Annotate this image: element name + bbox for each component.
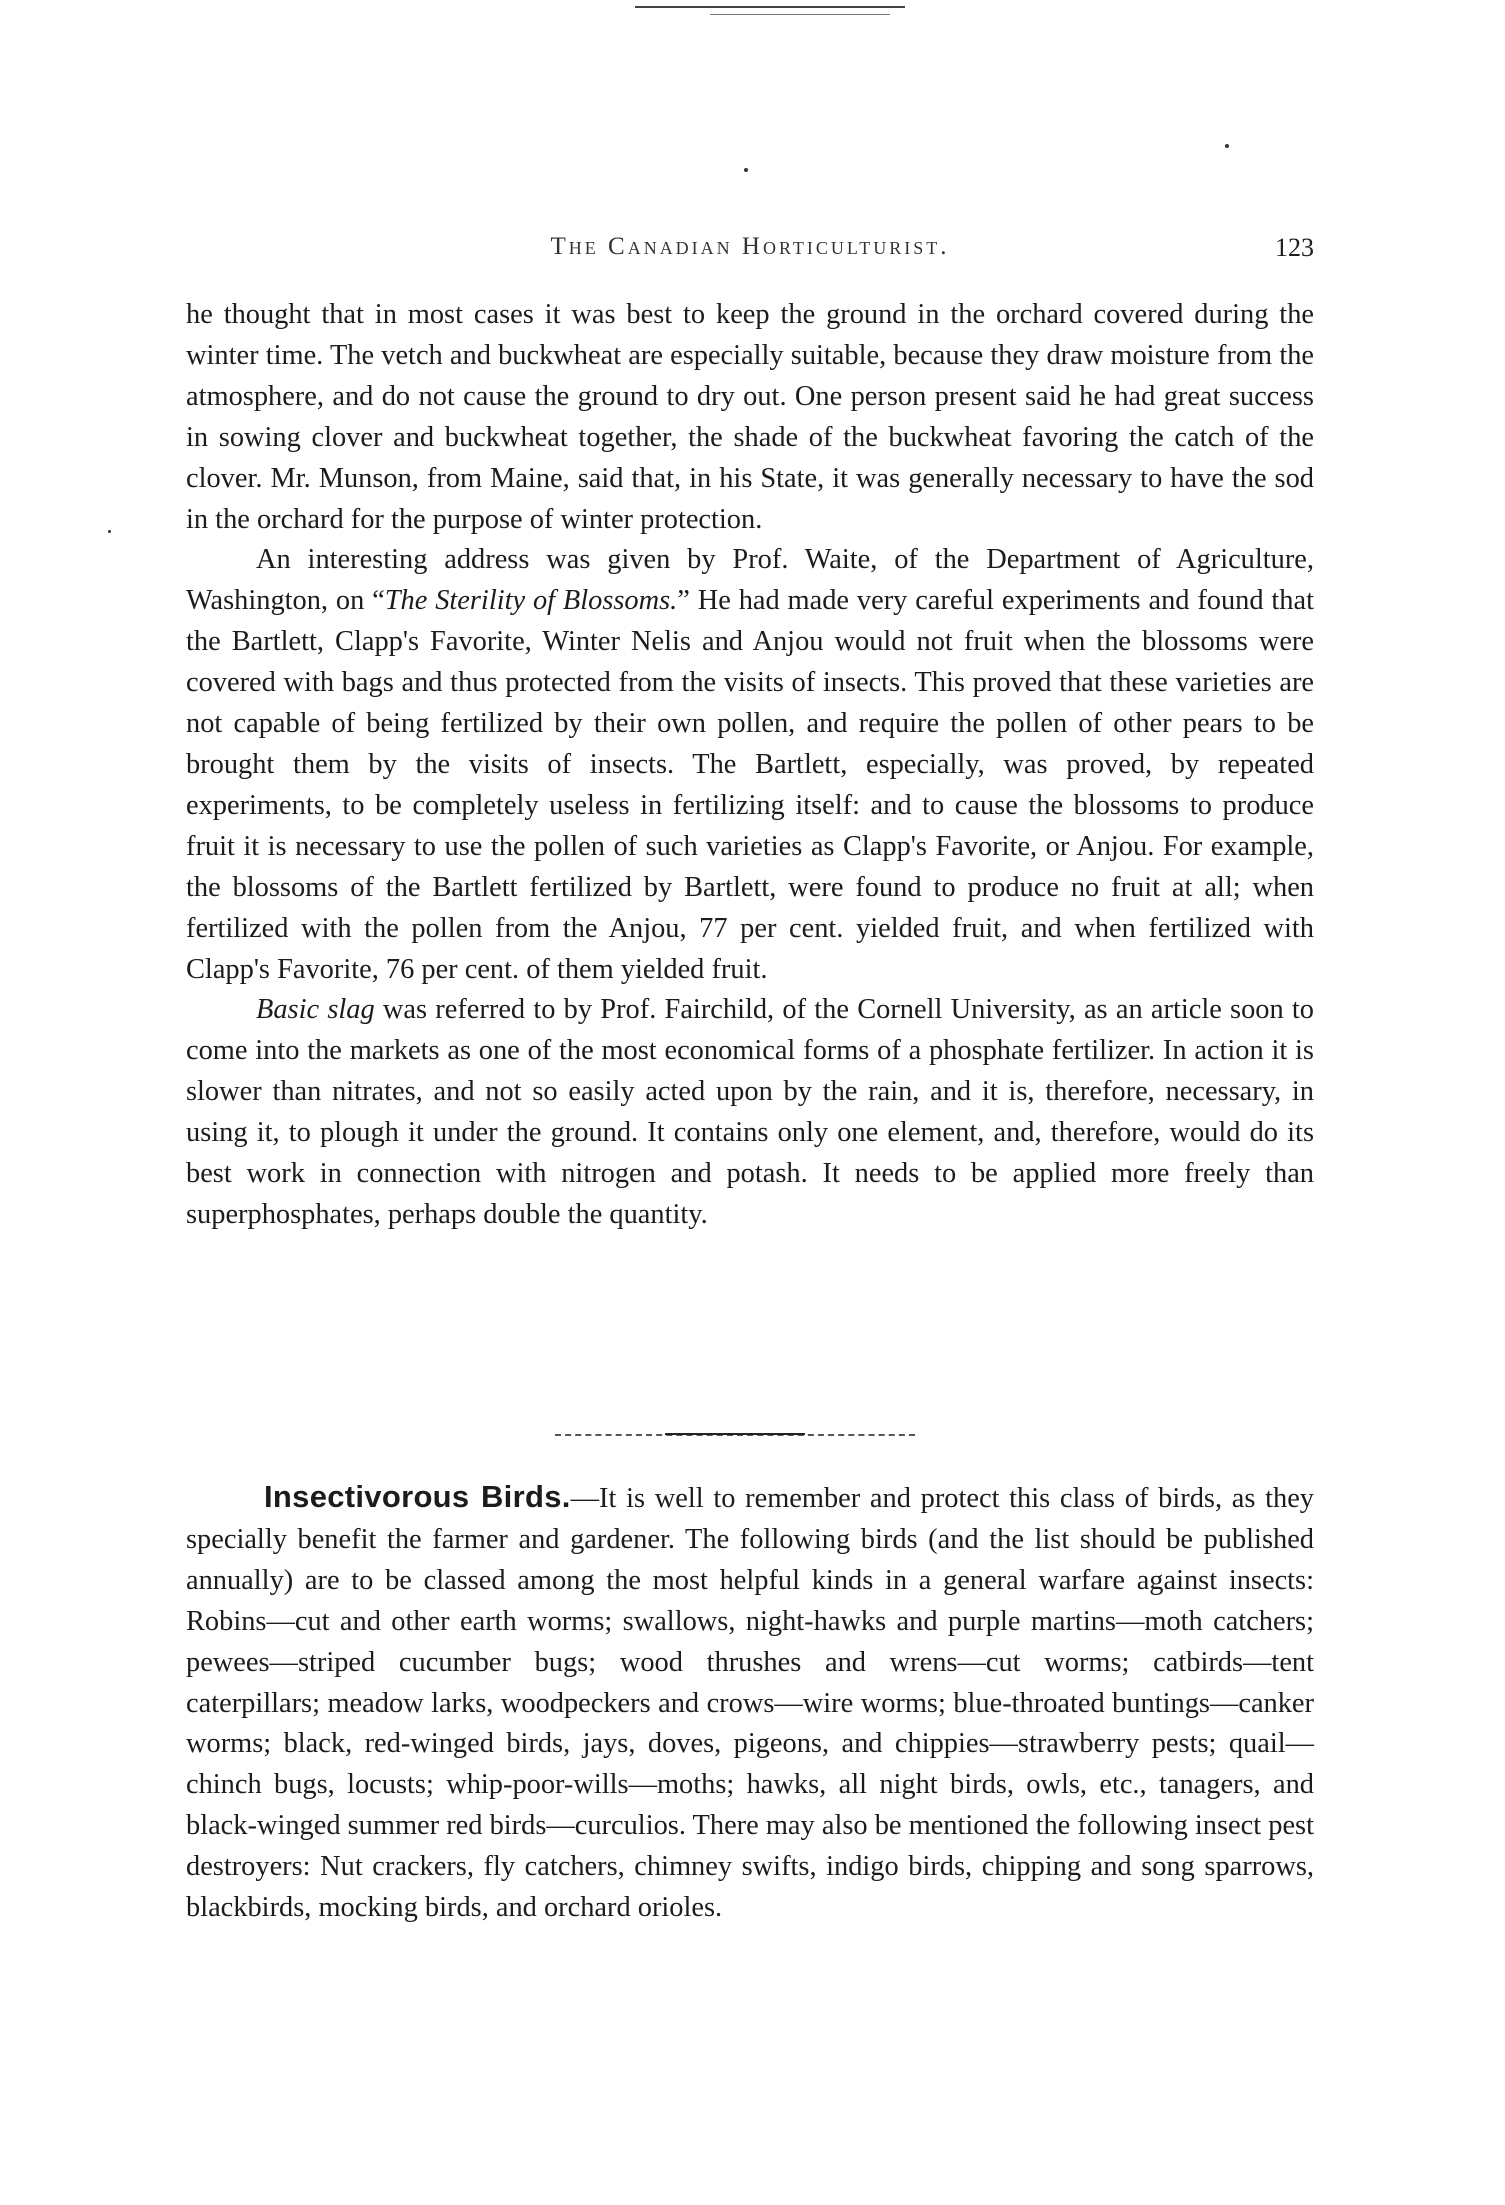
lecture-title: The Sterility of Blossoms.: [384, 585, 678, 617]
paragraph-text: —It is well to remember and protect this class of birds, as they specially benefit the farmer and gardener. The following birds (and the list should be published annually) are to be classed among the most helpful kinds in a general warfare against insects: Robins—cut and other earth worms; swallows, night-hawks and purple martins—moth catchers; pewees—striped cucumber bugs; wood thrushes and wrens—cut worms; catbirds—tent caterpillars; meadow larks, woodpeckers and crows—wire worms; blue-throated buntings—canker worms; black, red-winged birds, jays, doves, pigeons, and chippies—strawberry pests; quail—chinch bugs, locusts; whip-poor-wills—moths; hawks, all night birds, owls, etc., tanagers, and black-winged summer red birds—curculios. There may also be mentioned the following insect pest destroyers: Nut crackers, fly catchers, chimney swifts, indigo birds, chipping and song sparrows, blackbirds, mocking birds, and orchard orioles.: [186, 1483, 1314, 1924]
insectivorous-birds-section: [186, 1477, 1314, 1929]
section-separator-center: [665, 1433, 805, 1435]
paragraph-sterility-address: [186, 540, 1314, 990]
top-rule-secondary: [710, 14, 890, 15]
page-header: [186, 233, 1314, 269]
print-speck: [744, 168, 748, 172]
print-speck: [1225, 144, 1229, 148]
term-basic-slag: Basic slag: [256, 994, 375, 1026]
page-number: 123: [1275, 233, 1314, 262]
section-heading: Insectivorous Birds.: [264, 1479, 571, 1514]
paragraph-insectivorous-birds: [186, 1477, 1314, 1929]
paragraph-text: ” He had made very careful experiments and found that the Bartlett, Clapp's Favorite, Winter Nelis and Anjou would not fruit when the blossoms were covered with bags and thus protected from the visits of insects. This proved that these varieties are not capable of being fertilized by their own pollen, and require the pollen of other pears to be brought them by the visits of insects. The Bartlett, especially, was proved, by repeated experiments, to be completely useless in fertilizing itself: and to cause the blossoms to produce fruit it is necessary to use the pollen of such varieties as Clapp's Favorite, or Anjou. For example, the blossoms of the Bartlett fertilized by Bartlett, were found to produce no fruit at all; when fertilized with the pollen from the Anjou, 77 per cent. yielded fruit, and when fertilized with Clapp's Favorite, 76 per cent. of them yielded fruit.: [186, 585, 1314, 985]
article-continuation: [186, 295, 1314, 1236]
paragraph-text: An interesting address was given by Prof. Waite, of the Department of Agriculture, Washington, on “: [186, 544, 1314, 617]
top-rule: [635, 6, 905, 8]
paragraph-basic-slag: [186, 990, 1314, 1235]
paragraph-orchard-cover: he thought that in most cases it was best to keep the ground in the orchard covered during the winter time. The vetch and buckwheat are especially suitable, because they draw moisture from the atmosphere, and do not cause the ground to dry out. One person present said he had great success in sowing clover and buckwheat together, the shade of the buckwheat favoring the catch of the clover. Mr. Munson, from Maine, said that, in his State, it was generally necessary to have the sod in the orchard for the purpose of winter protection.: [186, 299, 1314, 535]
paragraph-text: was referred to by Prof. Fairchild, of the Cornell University, as an article soon to come into the markets as one of the most economical forms of a phosphate fertilizer. In action it is slower than nitrates, and not so easily acted upon by the rain, and it is, therefore, necessary, in using it, to plough it under the ground. It contains only one element, and, therefore, would do its best work in connection with nitrogen and potash. It needs to be applied more freely than superphosphates, perhaps double the quantity.: [186, 994, 1315, 1230]
print-speck: [108, 530, 111, 533]
running-title: The Canadian Horticulturist.: [550, 233, 950, 260]
